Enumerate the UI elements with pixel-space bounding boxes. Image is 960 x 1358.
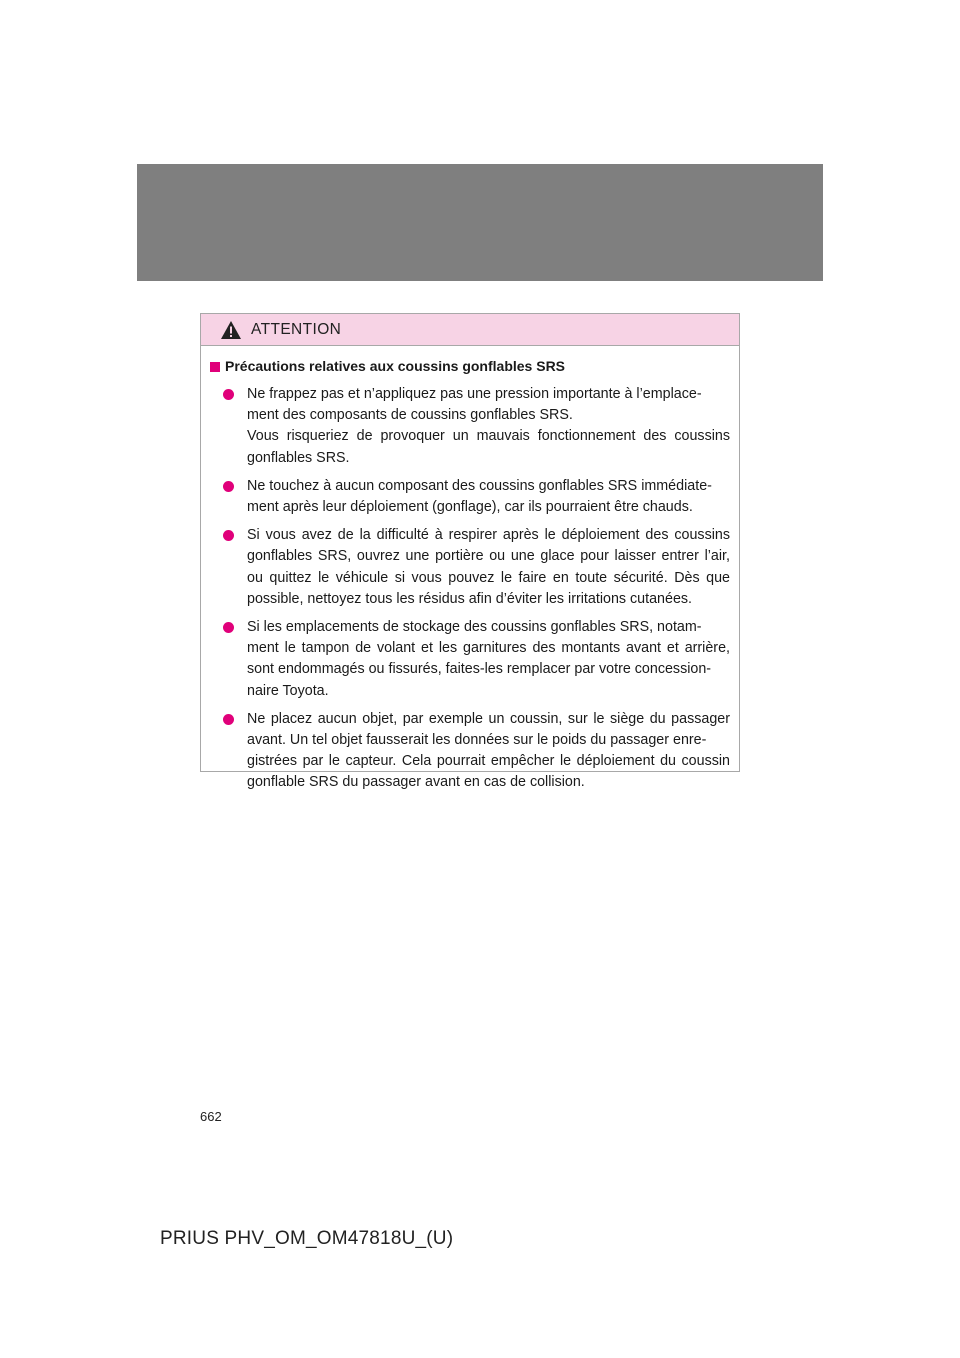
list-item [201,709,739,794]
attention-header [201,314,739,346]
list-item-text: Ne placez aucun objet, par exemple un coussin, sur le siège du passager avant. Un tel objet fausserait les données sur le poids du passager enre- gistrées par le capteur. Cela pourrait empêcher le déploiement du coussin gonflable SRS du passager avant en cas de collision. [247,710,730,791]
page-number: 662 [200,1109,222,1124]
section-heading [210,356,739,377]
square-bullet-icon [210,362,220,372]
attention-box [200,313,740,791]
header-band [137,164,823,281]
warning-triangle-icon [220,320,242,340]
list-item-text: Ne frappez pas et n’appliquez pas une pression importante à l’emplace- ment des composants de coussins gonflables SRS. [247,386,702,424]
circle-bullet-icon [223,389,234,400]
list-item [201,617,739,702]
attention-body [201,346,739,794]
list-item-text: Ne touchez à aucun composant des coussins gonflables SRS immédiate- ment après leur déploiement (gonflage), car ils pourraient être chauds. [247,477,712,516]
circle-bullet-icon [223,481,234,492]
circle-bullet-icon [223,622,234,633]
list-item [201,525,739,610]
circle-bullet-icon [223,714,234,725]
footer-document-id: PRIUS PHV_OM_OM47818U_(U) [160,1228,454,1249]
list-item-text: Si les emplacements de stockage des coussins gonflables SRS, notam- ment le tampon de volant et les garnitures des montants avant et arrière, sont endommagés ou fissurés, faites-les remplacer par votre concession- naire Toyota. [247,619,730,699]
section-heading-text: Précautions relatives aux coussins gonflables SRS [225,358,566,374]
circle-bullet-icon [223,530,234,541]
list-item [201,384,739,469]
list-item-text: Si vous avez de la difficulté à respirer après le déploiement des coussins gonflables SRS, ouvrez une portière ou une glace pour laisser entrer l’air, ou quittez le véhicule si vous pouvez le faire en toute sécurité. Dès que possible, nettoyez tous les résidus afin d’éviter les irritations cutanées. [247,527,730,607]
list-item [201,476,739,518]
attention-title: ATTENTION [251,320,342,338]
list-item-extra-text: Vous risqueriez de provoquer un mauvais fonctionnement des coussins gonflables SRS. [247,428,730,466]
